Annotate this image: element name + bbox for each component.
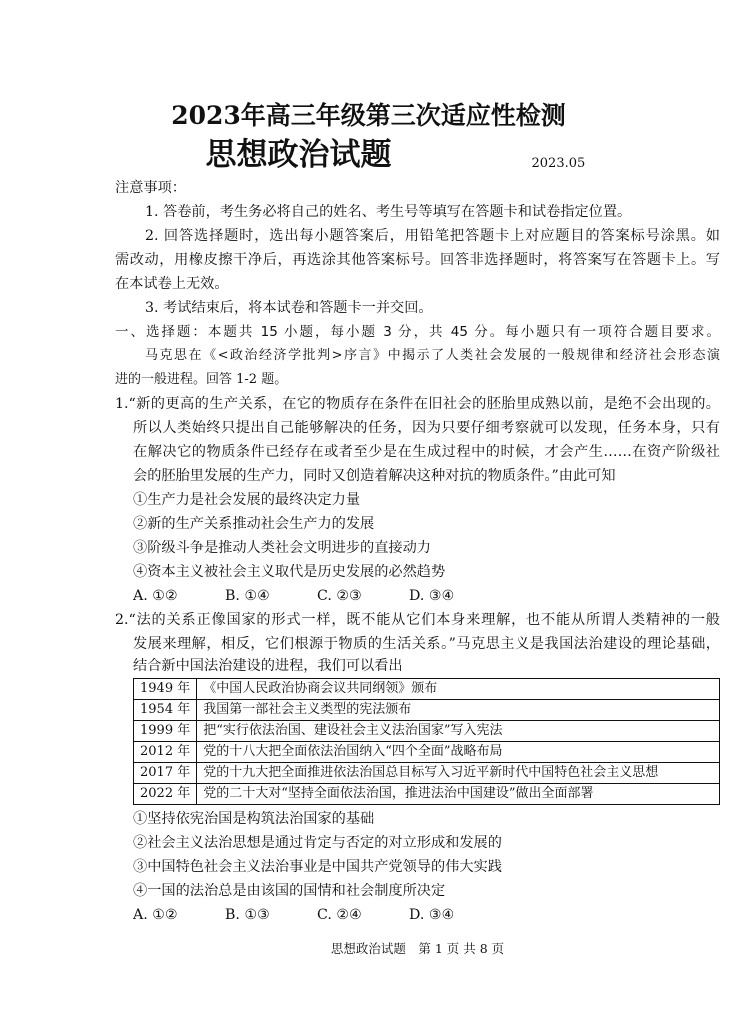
q1-choice-a: A. ①②: [133, 588, 178, 604]
q2-statement: ②社会主义法治思想是通过肯定与否定的对立形成和发展的: [133, 835, 502, 851]
notice-item-2-line: 需改动，用橡皮擦干净后，再选涂其他答案标号。回答非选择题时，将答案写在答题卡上。写: [115, 252, 720, 268]
table-row: [134, 700, 720, 721]
q2-statement: ③中国特色社会主义法治事业是中国共产党领导的伟大实践: [133, 859, 502, 875]
q1-choice-b: B. ①④: [225, 588, 270, 604]
notice-item-3: 3. 考试结束后，将本试卷和答题卡一并交回。: [145, 300, 433, 316]
notice-item-2-line: 2. 回答选择题时，选出每小题答案后，用铅笔把答题卡上对应题目的答案标号涂黑。如: [145, 228, 720, 244]
year-cell: 2022 年: [134, 784, 197, 805]
q2-stem-line: 发展来理解，相反，它们根源于物质的生活关系。”马克思主义是我国法治建设的理论基础，: [133, 636, 720, 652]
q2-choice-a: A. ①②: [133, 907, 178, 923]
year-cell: 2012 年: [134, 742, 197, 763]
q2-stem-line: 结合新中国法治建设的进程，我们可以看出: [133, 658, 403, 674]
q1-choices: [115, 584, 720, 608]
q2-stem-line: 2.“法的关系正像国家的形式一样，既不能从它们本身来理解，也不能从所谓人类精神的一般: [115, 612, 720, 628]
section-heading: 一、选择题：本题共 15 小题，每小题 3 分，共 45 分。每小题只有一项符合题目要求。: [115, 324, 720, 340]
event-cell: 党的二十大对“坚持全面依法治国，推进法治中国建设”做出全面部署: [197, 784, 720, 805]
question-1: [115, 392, 720, 608]
q2-statement: ④一国的法治总是由该国的国情和社会制度所决定: [133, 883, 446, 899]
q1-stem-line: 会的胚胎里发展的生产力，同时又创造着解决这种对抗的物质条件。”由此可知: [133, 468, 616, 484]
q1-statement: ②新的生产关系推动社会生产力的发展: [133, 516, 375, 532]
event-cell: 党的十九大把全面推进依法治国总目标写入习近平新时代中国特色社会主义思想: [197, 763, 720, 784]
law-history-table: [133, 678, 720, 805]
event-cell: 我国第一部社会主义类型的宪法颁布: [197, 700, 720, 721]
table-row: [134, 721, 720, 742]
q2-choice-d: D. ③④: [409, 907, 455, 923]
exam-subject: 思想政治试题: [205, 137, 392, 173]
q1-statement: ①生产力是社会发展的最终决定力量: [133, 492, 361, 508]
event-cell: 党的十八大把全面依法治国纳入“四个全面”战略布局: [197, 742, 720, 763]
event-cell: 《中国人民政治协商会议共同纲领》颁布: [197, 679, 720, 700]
subtitle-row: [0, 134, 737, 176]
year-cell: 1954 年: [134, 700, 197, 721]
question-2: [115, 608, 720, 927]
q2-choice-c: C. ②④: [317, 907, 362, 923]
q1-statement: ④资本主义被社会主义取代是历史发展的必然趋势: [133, 564, 446, 580]
q2-statement: ①坚持依宪治国是构筑法治国家的基础: [133, 811, 375, 827]
q1-statement: ③阶级斗争是推动人类社会文明进步的直接动力: [133, 540, 431, 556]
q1-choice-c: C. ②③: [317, 588, 362, 604]
q1-stem-line: 在解决它的物质条件已经存在或者至少是在生成过程中的时候，才会产生……在资产阶级社: [133, 444, 720, 460]
q2-choices: [115, 903, 720, 927]
exam-title: 2023年高三年级第三次适应性检测: [171, 101, 566, 130]
year-cell: 1949 年: [134, 679, 197, 700]
year-cell: 2017 年: [134, 763, 197, 784]
year-cell: 1999 年: [134, 721, 197, 742]
table-row: [134, 679, 720, 700]
exam-date: 2023.05: [531, 156, 586, 171]
section-intro-line: 马克思在《<政治经济学批判>序言》中揭示了人类社会发展的一般规律和经济社会形态演: [145, 348, 720, 363]
q1-stem-line: 所以人类始终只提出自己能够解决的任务，因为只要仔细考察就可以发现，任务本身，只有: [133, 420, 720, 436]
table-row: [134, 784, 720, 805]
q2-choice-b: B. ①③: [225, 907, 270, 923]
table-row: [134, 742, 720, 763]
table-row: [134, 763, 720, 784]
notice-item-1: 1. 答卷前，考生务必将自己的姓名、考生号等填写在答题卡和试卷指定位置。: [145, 204, 632, 220]
section-intro-line: 进的一般进程。回答 1-2 题。: [115, 372, 288, 387]
event-cell: 把“实行依法治国、建设社会主义法治国家”写入宪法: [197, 721, 720, 742]
notice-heading: 注意事项：: [115, 180, 186, 196]
notice-item-2-line: 在本试卷上无效。: [115, 276, 229, 292]
q1-stem-line: 1.“新的更高的生产关系，在它的物质存在条件在旧社会的胚胎里成熟以前，是绝不会出现的。: [115, 396, 720, 412]
q1-choice-d: D. ③④: [409, 588, 455, 604]
exam-page: [115, 98, 720, 991]
page-footer: 思想政治试题 第 1 页 共 8 页: [330, 941, 505, 956]
